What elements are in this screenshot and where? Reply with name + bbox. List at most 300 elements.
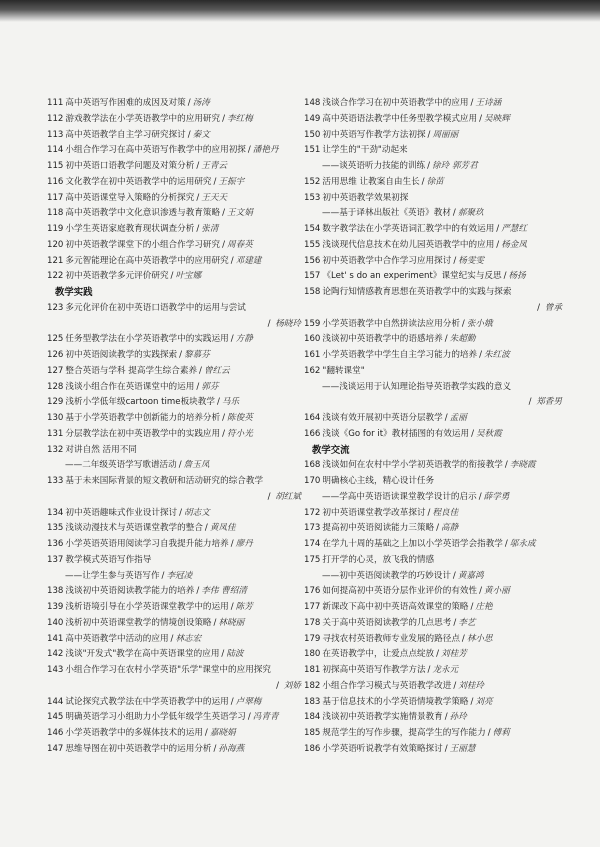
author-separator: / <box>222 113 226 124</box>
toc-title: 小学英语教学中学生自主学习能力的培养 <box>322 350 478 360</box>
author-separator: / <box>196 586 200 597</box>
toc-author: 詹玉凤 <box>183 460 210 471</box>
toc-page-number: 132 <box>47 444 64 455</box>
toc-page-number: 129 <box>47 397 64 408</box>
toc-entry <box>304 474 566 490</box>
toc-title: 浅谈合作学习在初中英语教学中的应用 <box>322 98 469 108</box>
toc-title: 浅谈现代信息技术在幼儿园英语教学中的应用 <box>322 239 495 250</box>
toc-title: 初中英语课堂教学改革探讨 <box>322 507 426 518</box>
toc-entry <box>304 411 566 427</box>
toc-column-left <box>47 96 305 758</box>
toc-title: 初中英语趣味式作业设计探讨 <box>65 507 178 518</box>
toc-entry <box>47 647 305 663</box>
toc-page-number: 131 <box>47 428 64 439</box>
toc-title: 浅谈动漫技术与英语课堂教学的整合 <box>65 523 203 534</box>
toc-title: 明确英语学习小组助力小学低年级学生英语学习 <box>65 712 246 723</box>
author-separator: / <box>230 696 234 707</box>
toc-entry <box>47 301 305 317</box>
toc-page-number: 137 <box>47 554 64 565</box>
toc-author: 潘艳丹 <box>252 145 279 156</box>
toc-subtitle-line <box>47 569 305 585</box>
toc-title: 小学英语英语用阅读学习自我提升能力培养 <box>65 539 229 549</box>
toc-page-number: 180 <box>304 649 321 660</box>
toc-entry <box>304 128 566 144</box>
author-separator: / <box>461 633 465 644</box>
toc-subtitle: ——浅谈运用于认知理论指导英语教学实践的意义 <box>322 381 512 392</box>
toc-entry <box>304 427 566 443</box>
toc-page-number: 143 <box>47 665 64 675</box>
toc-page-number: 142 <box>47 649 64 660</box>
toc-author: 周春英 <box>227 239 253 250</box>
toc-title: 思维导图在初中英语教学中的运用分析 <box>65 743 212 754</box>
author-separator: / <box>504 460 508 471</box>
toc-entry <box>47 443 305 459</box>
toc-entry <box>304 506 566 522</box>
toc-entry <box>304 647 566 663</box>
toc-title: 小学英语教学中自然拼读法应用分析 <box>322 318 460 329</box>
toc-page-number: 176 <box>304 586 321 597</box>
toc-page-number: 166 <box>304 428 321 439</box>
author-separator: / <box>222 428 226 439</box>
toc-entry <box>304 254 566 270</box>
author-separator: / <box>453 617 457 628</box>
toc-entry <box>304 632 566 648</box>
toc-title: 浅谈初中英语教学中的语感培养 <box>322 334 443 345</box>
toc-page-number: 116 <box>47 176 64 187</box>
toc-author: 胡志文 <box>184 507 210 518</box>
toc-page-number: 130 <box>47 413 64 423</box>
toc-page-number: 151 <box>304 145 321 156</box>
toc-entry <box>304 537 566 553</box>
section-heading: 教学交流 <box>312 444 350 456</box>
toc-page-number: 127 <box>47 365 64 376</box>
toc-page-number: 136 <box>47 539 64 549</box>
toc-author: 黄小丽 <box>484 586 510 597</box>
toc-page-number: 181 <box>304 665 321 675</box>
toc-title: 打开学的心灵，放飞我的情感 <box>322 554 435 565</box>
toc-title: 初中英语教学中合作学习应用探讨 <box>322 255 452 266</box>
author-separator: / <box>222 208 226 219</box>
toc-page-number: 120 <box>47 239 64 250</box>
toc-subtitle: ——学高中英语语读课堂教学设计的启示 <box>322 491 477 502</box>
author-separator: / <box>444 334 448 345</box>
toc-title: 对讲自然 活用不同 <box>65 444 137 455</box>
author-separator: / <box>196 161 200 171</box>
toc-page-number: 138 <box>47 586 64 597</box>
toc-title: 规范学生的写作步骤，提高学生的写作能力 <box>322 728 486 738</box>
toc-title: 多元化评价在初中英语口语教学中的运用与尝试 <box>65 302 246 313</box>
toc-title: 教学模式英语写作指导 <box>65 554 152 565</box>
toc-page-number: 144 <box>47 696 64 707</box>
toc-entry <box>47 269 305 285</box>
author-separator: / <box>267 491 274 502</box>
toc-title: 小组合作学习模式与英语教学改进 <box>322 680 452 691</box>
toc-author: 周丽丽 <box>432 129 459 140</box>
toc-title: 浅谈小组合作在英语课堂中的运用 <box>65 381 195 392</box>
toc-author: 王丽慧 <box>449 743 476 754</box>
toc-title: 多元智能理论在高中英语教学中的应用研究 <box>65 255 229 266</box>
author-separator: / <box>170 633 174 644</box>
toc-title: 数字教学法在小学英语词汇教学中的有效运用 <box>322 224 495 234</box>
toc-title: 浅析小学低年级cartoon time板块教学 <box>65 397 215 408</box>
toc-page-number: 145 <box>47 712 64 723</box>
toc-entry <box>47 395 305 411</box>
toc-author: 杨扬 <box>508 271 526 282</box>
toc-page-number: 111 <box>47 98 64 108</box>
toc-page-number: 179 <box>304 633 321 644</box>
toc-subtitle-line <box>304 569 566 585</box>
toc-title: 小学英语听说教学有效策略探讨 <box>322 743 443 754</box>
toc-entry <box>304 521 566 537</box>
toc-page-number: 133 <box>47 476 64 486</box>
author-separator: / <box>503 271 507 282</box>
toc-author-continuation <box>47 317 305 333</box>
toc-page-number: 140 <box>47 617 64 628</box>
author-separator: / <box>230 334 234 345</box>
toc-author: 张小娥 <box>466 318 493 329</box>
toc-entry <box>304 695 566 711</box>
toc-title: 论陶行知情感教育思想在英语教学中的实践与探索 <box>322 287 512 297</box>
toc-entry <box>47 600 305 616</box>
toc-title: 小组合作学习在农村小学英语"乐学"课堂中的应用探究 <box>65 665 271 675</box>
toc-entry <box>304 584 566 600</box>
toc-author: 郑香男 <box>536 397 562 408</box>
toc-subtitle: ——让学生参与英语写作 <box>65 570 160 581</box>
toc-page-number: 119 <box>47 224 64 234</box>
toc-entry <box>47 616 305 632</box>
toc-author: 傅莉 <box>492 728 510 738</box>
author-separator: / <box>221 649 225 660</box>
toc-author: 高静 <box>441 523 459 534</box>
toc-author: 廖丹 <box>235 539 253 549</box>
toc-author: 杨晓玲 <box>275 318 301 329</box>
toc-author: 陆波 <box>226 649 244 660</box>
toc-title: 活用思维 让教案自由生长 <box>322 176 420 187</box>
author-separator: / <box>436 649 440 660</box>
author-separator: / <box>496 239 500 250</box>
author-separator: / <box>187 98 191 108</box>
toc-entry <box>304 191 566 207</box>
author-separator: / <box>276 680 282 691</box>
toc-title: 任务型教学法在小学英语教学中的实践运用 <box>65 334 229 345</box>
author-separator: / <box>204 523 208 534</box>
toc-author: 林晓丽 <box>218 617 245 628</box>
toc-title: 初中英语教学课堂下的小组合作学习研究 <box>65 239 221 250</box>
toc-author: 王青云 <box>201 161 228 171</box>
toc-page-number: 172 <box>304 507 321 518</box>
toc-page-number: 183 <box>304 696 321 707</box>
toc-title: 如何提高初中英语分层作业评价的有效性 <box>322 586 478 597</box>
toc-author: 黄凤佳 <box>209 523 236 534</box>
toc-author: 刘桂芳 <box>441 649 467 660</box>
toc-page-number: 158 <box>304 287 321 297</box>
toc-entry <box>47 632 305 648</box>
author-separator: / <box>470 696 474 707</box>
toc-page-number: 146 <box>47 728 64 738</box>
author-separator: / <box>478 491 482 502</box>
toc-title: 浅析语境引导在小学英语课堂教学中的运用 <box>65 602 229 612</box>
toc-entry <box>47 427 305 443</box>
author-separator: / <box>528 397 535 408</box>
toc-author: 曾红云 <box>203 365 230 376</box>
toc-author: 方静 <box>235 334 253 345</box>
toc-page-number: 115 <box>47 161 64 171</box>
toc-entry <box>47 584 305 600</box>
author-separator: / <box>213 176 217 187</box>
toc-author: 陈俊英 <box>227 413 253 423</box>
toc-page-number: 164 <box>304 413 321 423</box>
toc-author: 王天天 <box>201 192 228 203</box>
toc-title: 提高初中英语阅读能力三策略 <box>322 523 435 534</box>
toc-page-number: 168 <box>304 460 321 471</box>
author-separator: / <box>196 381 200 392</box>
toc-author: 嘉晓娟 <box>209 728 236 738</box>
toc-entry <box>47 726 305 742</box>
toc-author: 冯青青 <box>252 712 279 723</box>
author-separator: / <box>216 397 220 408</box>
toc-title: 游戏教学法在小学英语教学中的应用研究 <box>65 113 221 124</box>
author-separator: / <box>470 98 474 108</box>
author-separator: / <box>427 129 431 140</box>
toc-page-number: 134 <box>47 507 64 518</box>
toc-entry <box>47 159 305 175</box>
author-separator: / <box>444 743 448 754</box>
toc-entry <box>304 679 566 695</box>
toc-author: 王文娟 <box>227 208 253 219</box>
toc-author: 邓建建 <box>235 255 262 266</box>
toc-page-number: 185 <box>304 728 321 738</box>
toc-page-number: 152 <box>304 176 321 187</box>
toc-title: 高中英语教学自主学习研究探讨 <box>65 129 186 140</box>
toc-entry <box>47 238 305 254</box>
author-separator: / <box>427 507 431 518</box>
toc-title: 初中英语写作教学方法初探 <box>322 129 426 140</box>
toc-title: 浅谈"开发式"教学在高中英语课堂的应用 <box>65 649 220 660</box>
toc-entry <box>304 222 566 238</box>
toc-page-number: 126 <box>47 350 64 360</box>
toc-author: 胡红斌 <box>275 491 301 502</box>
toc-entry <box>47 710 305 726</box>
toc-author: 秦文 <box>192 129 210 140</box>
author-separator: / <box>537 302 543 313</box>
toc-entry <box>47 128 305 144</box>
toc-entry <box>47 411 305 427</box>
toc-author: 符小光 <box>227 428 253 439</box>
author-separator: / <box>427 161 431 171</box>
toc-entry <box>304 238 566 254</box>
toc-title: 整合英语与学科 提高学生综合素养 <box>65 365 198 376</box>
author-separator: / <box>496 224 500 234</box>
toc-author: 李伟 曹绍清 <box>201 586 247 597</box>
toc-entry <box>47 191 305 207</box>
toc-page-number: 148 <box>304 98 321 108</box>
author-separator: / <box>471 428 474 439</box>
toc-author: 杨雯雯 <box>458 255 485 266</box>
author-separator: / <box>479 350 483 360</box>
toc-page-number: 114 <box>47 145 64 156</box>
toc-author: 徐苗 <box>426 176 444 187</box>
toc-title: 高中英语课堂导入策略的分析探究 <box>65 192 195 203</box>
toc-entry <box>304 269 566 285</box>
author-separator: / <box>196 192 200 203</box>
toc-page-number: 125 <box>47 334 64 345</box>
toc-entry <box>47 112 305 128</box>
toc-title: 试论探究式教学法在中学英语教学中的运用 <box>65 696 229 707</box>
toc-entry <box>47 521 305 537</box>
toc-author-continuation <box>47 490 305 506</box>
toc-author: 龙永元 <box>432 665 459 675</box>
toc-title: 关于高中英语阅读教学的几点思考 <box>322 617 452 628</box>
toc-page-number: 128 <box>47 381 64 392</box>
toc-title: 高中英语写作困难的成因及对策 <box>65 98 186 108</box>
toc-title: 分层教学法在初中英语教学中的实践应用 <box>65 428 221 439</box>
toc-page-number: 153 <box>304 192 321 203</box>
toc-page-number: 161 <box>304 350 321 360</box>
toc-entry <box>304 663 566 679</box>
toc-author: 卢翠梅 <box>235 696 262 707</box>
toc-entry <box>304 742 566 758</box>
toc-title: 浅谈《Go for it》教材插图的有效运用 <box>322 428 470 439</box>
toc-entry <box>304 332 566 348</box>
toc-author: 马乐 <box>221 397 240 408</box>
toc-author: 林志宏 <box>175 633 202 644</box>
toc-entry <box>47 380 305 396</box>
author-separator: / <box>461 318 465 329</box>
toc-author: 刘亮 <box>475 696 493 707</box>
toc-title: 在英语教学中，让爱点点绽放 <box>322 649 435 660</box>
toc-title: 小组合作学习在高中英语写作教学中的应用初探 <box>65 145 246 156</box>
toc-author: 李红梅 <box>227 113 253 124</box>
author-separator: / <box>479 586 483 597</box>
toc-author-continuation <box>47 679 305 695</box>
toc-author-continuation <box>304 301 566 317</box>
toc-title: 小学英语教学中的多媒体技术的运用 <box>65 728 203 738</box>
toc-entry <box>304 458 566 474</box>
toc-author: 王诗涵 <box>475 98 502 108</box>
toc-title: 《Let' s do an experiment》课堂纪实与反思 <box>322 271 502 282</box>
toc-entry <box>47 254 305 270</box>
toc-page-number: 182 <box>304 680 321 691</box>
author-separator: / <box>453 255 457 266</box>
toc-entry <box>47 332 305 348</box>
toc-page-number: 155 <box>304 239 321 250</box>
toc-author: 严慧红 <box>501 224 527 234</box>
author-separator: / <box>230 255 234 266</box>
toc-page-number: 162 <box>304 365 321 376</box>
toc-page-number: 170 <box>304 476 321 486</box>
toc-author: 张清 <box>201 224 219 234</box>
toc-title: 初探高中英语写作教学方法 <box>322 665 426 675</box>
toc-page-number: 160 <box>304 334 321 345</box>
toc-page-number: 186 <box>304 743 321 754</box>
toc-title: 浅谈初中英语教学实施情景教育 <box>322 712 443 723</box>
toc-entry <box>47 96 305 112</box>
toc-author: 孟丽 <box>449 413 467 423</box>
toc-page-number: 157 <box>304 271 321 282</box>
toc-subtitle-line <box>304 206 566 222</box>
toc-entry <box>304 726 566 742</box>
toc-entry <box>304 553 566 569</box>
author-separator: / <box>170 271 174 282</box>
toc-entry <box>47 348 305 364</box>
toc-page-number: 141 <box>47 633 64 644</box>
toc-author: 杨金凤 <box>501 239 527 250</box>
toc-author: 孙玲 <box>449 712 467 723</box>
toc-page-number: 117 <box>47 192 64 203</box>
toc-title: 初中英语口语教学问题及对策分析 <box>65 161 195 171</box>
toc-page-number: 118 <box>47 208 64 219</box>
toc-title: 高中英语教学中活动的应用 <box>65 633 169 644</box>
author-separator: / <box>247 712 251 723</box>
toc-subtitle-line <box>304 159 566 175</box>
toc-author: 陈芳 <box>235 602 253 612</box>
toc-author: 叶宝娜 <box>175 271 202 282</box>
toc-page-number: 175 <box>304 554 321 565</box>
author-separator: / <box>196 224 200 234</box>
toc-title: 初中英语阅读教学的实践探索 <box>65 350 178 360</box>
author-separator: / <box>436 523 440 534</box>
toc-author: 朱超勤 <box>449 334 476 345</box>
toc-author: 邬永成 <box>509 539 536 549</box>
toc-entry <box>304 317 566 333</box>
toc-entry <box>304 175 566 191</box>
author-separator: / <box>230 602 234 612</box>
toc-title: 初中英语教学多元评价研究 <box>65 271 169 282</box>
toc-title: 寻找农村英语教师专业发展的路径点 <box>322 633 460 644</box>
author-separator: / <box>199 365 202 376</box>
toc-entry <box>304 285 566 301</box>
toc-page-number: 121 <box>47 255 64 266</box>
author-separator: / <box>421 176 425 187</box>
toc-page-number: 178 <box>304 617 321 628</box>
author-separator: / <box>187 129 191 140</box>
toc-column-right <box>304 96 566 758</box>
toc-entry <box>47 506 305 522</box>
toc-title: 高中英语语法教学中任务型教学模式应用 <box>322 113 478 124</box>
toc-author: 李晓霞 <box>509 460 536 471</box>
author-separator: / <box>178 460 182 471</box>
toc-entry <box>304 112 566 128</box>
toc-author: 曾承 <box>544 302 562 313</box>
toc-entry <box>304 348 566 364</box>
author-separator: / <box>453 680 457 691</box>
toc-entry <box>304 600 566 616</box>
toc-subtitle-line <box>304 380 566 396</box>
toc-entry <box>304 364 566 380</box>
toc-entry <box>47 206 305 222</box>
toc-page-number: 113 <box>47 129 64 140</box>
toc-title: 高中英语教学中文化意识渗透与教育策略 <box>65 208 221 219</box>
toc-page-number: 156 <box>304 255 321 266</box>
toc-author: 黄嘉鸿 <box>457 570 484 581</box>
toc-entry <box>47 222 305 238</box>
toc-entry <box>47 143 305 159</box>
toc-author: 李艺 <box>458 617 476 628</box>
toc-title: 浅谈如何在农村中学小学初英语教学的衔接教学 <box>322 460 503 471</box>
toc-title: 浅析初中英语课堂教学的情境创设策略 <box>65 617 212 628</box>
toc-page-number: 139 <box>47 602 64 612</box>
toc-entry <box>47 695 305 711</box>
toc-title: 初中英语教学效果初探 <box>322 192 409 203</box>
toc-author: 刘桂玲 <box>458 680 485 691</box>
toc-page-number: 174 <box>304 539 321 549</box>
toc-author: 黎慕芬 <box>184 350 210 360</box>
author-separator: / <box>222 413 226 423</box>
toc-page-number: 159 <box>304 318 321 329</box>
author-separator: / <box>479 113 483 124</box>
toc-subtitle: ——二年级英语学写歌谱活动 <box>65 460 177 471</box>
toc-author: 徐玲 郭芳君 <box>432 161 478 171</box>
